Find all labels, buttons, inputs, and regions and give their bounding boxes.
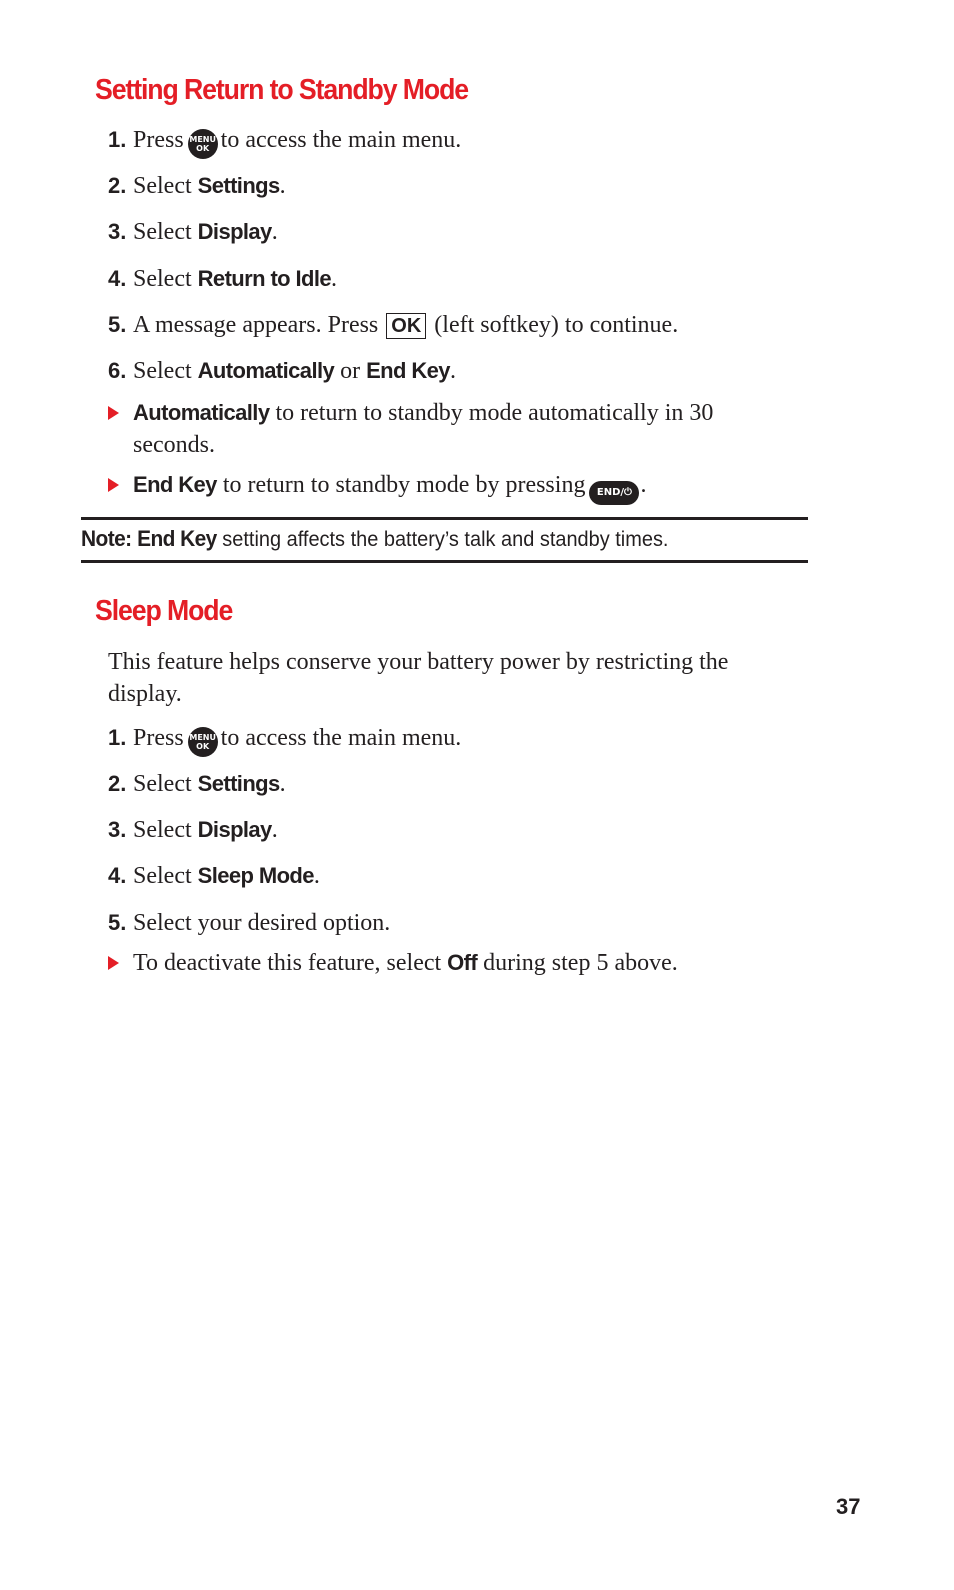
step-number: 3. — [108, 219, 127, 244]
menu-option: Automatically — [197, 358, 335, 383]
note-text: setting affects the battery’s talk and standby times. — [222, 528, 669, 551]
bullet-text: To deactivate this feature, select — [133, 950, 442, 976]
end-power-key-icon: END/⏻ — [589, 481, 639, 505]
step-text: (left softkey) to continue. — [434, 312, 679, 338]
step-text: Select — [133, 266, 192, 292]
step-text: Select — [133, 771, 192, 797]
step-text: Select — [133, 863, 192, 889]
step-text: Select — [133, 219, 192, 245]
step-text: . — [279, 771, 286, 797]
bullet-text: to return to standby mode by pressing — [222, 472, 586, 498]
intro-paragraph: This feature helps conserve your battery power by restricting the display. — [108, 649, 729, 707]
note-option: End Key — [137, 526, 217, 551]
step-text: to access the main menu. — [220, 725, 462, 751]
menu-option: Sleep Mode — [197, 863, 314, 888]
bullet-option: Off — [447, 950, 478, 975]
section-title: Setting Return to Standby Mode — [95, 74, 469, 106]
step-number: 3. — [108, 817, 127, 842]
step-number: 4. — [108, 863, 127, 888]
bullet-arrow-icon — [108, 478, 119, 492]
step-text: Select your desired option. — [133, 910, 391, 936]
step-number: 1. — [108, 127, 127, 152]
step-number: 4. — [108, 266, 127, 291]
menu-option: Settings — [197, 173, 280, 198]
menu-option: Return to Idle — [197, 266, 332, 291]
step-number: 2. — [108, 771, 127, 796]
step-text: Select — [133, 173, 192, 199]
menu-ok-key-icon: MENU OK — [188, 727, 218, 757]
step-text: . — [271, 219, 278, 245]
step-number: 6. — [108, 358, 127, 383]
bullet-option: End Key — [133, 472, 217, 497]
ok-softkey-icon: OK — [386, 313, 426, 339]
bullet-text: seconds. — [133, 432, 215, 458]
step-text: A message appears. Press — [133, 312, 379, 338]
menu-option: Display — [197, 219, 272, 244]
bullet-text: during step 5 above. — [483, 950, 678, 976]
step-text: Press — [133, 725, 184, 751]
bullet-arrow-icon — [108, 406, 119, 420]
menu-option: Settings — [197, 771, 280, 796]
step-text: . — [271, 817, 278, 843]
step-text: . — [331, 266, 338, 292]
section-title: Sleep Mode — [95, 595, 233, 627]
menu-option: Display — [197, 817, 272, 842]
note-label: Note: — [81, 526, 132, 551]
step-text: Select — [133, 817, 192, 843]
bullet-text: . — [640, 472, 647, 498]
step-number: 5. — [108, 312, 127, 337]
step-number: 1. — [108, 725, 127, 750]
menu-option: End Key — [366, 358, 450, 383]
step-text: . — [279, 173, 286, 199]
step-text: Press — [133, 127, 184, 153]
page-number: 37 — [836, 1494, 861, 1519]
note-box — [81, 517, 808, 563]
step-text: to access the main menu. — [220, 127, 462, 153]
step-text: . — [313, 863, 320, 889]
step-number: 2. — [108, 173, 127, 198]
bullet-arrow-icon — [108, 956, 119, 970]
step-text: . — [449, 358, 456, 384]
bullet-text: to return to standby mode automatically in 30 — [275, 400, 714, 426]
bullet-option: Automatically — [133, 400, 270, 425]
step-text: or — [340, 358, 361, 384]
step-number: 5. — [108, 910, 127, 935]
step-text: Select — [133, 358, 192, 384]
menu-ok-key-icon: MENU OK — [188, 129, 218, 159]
